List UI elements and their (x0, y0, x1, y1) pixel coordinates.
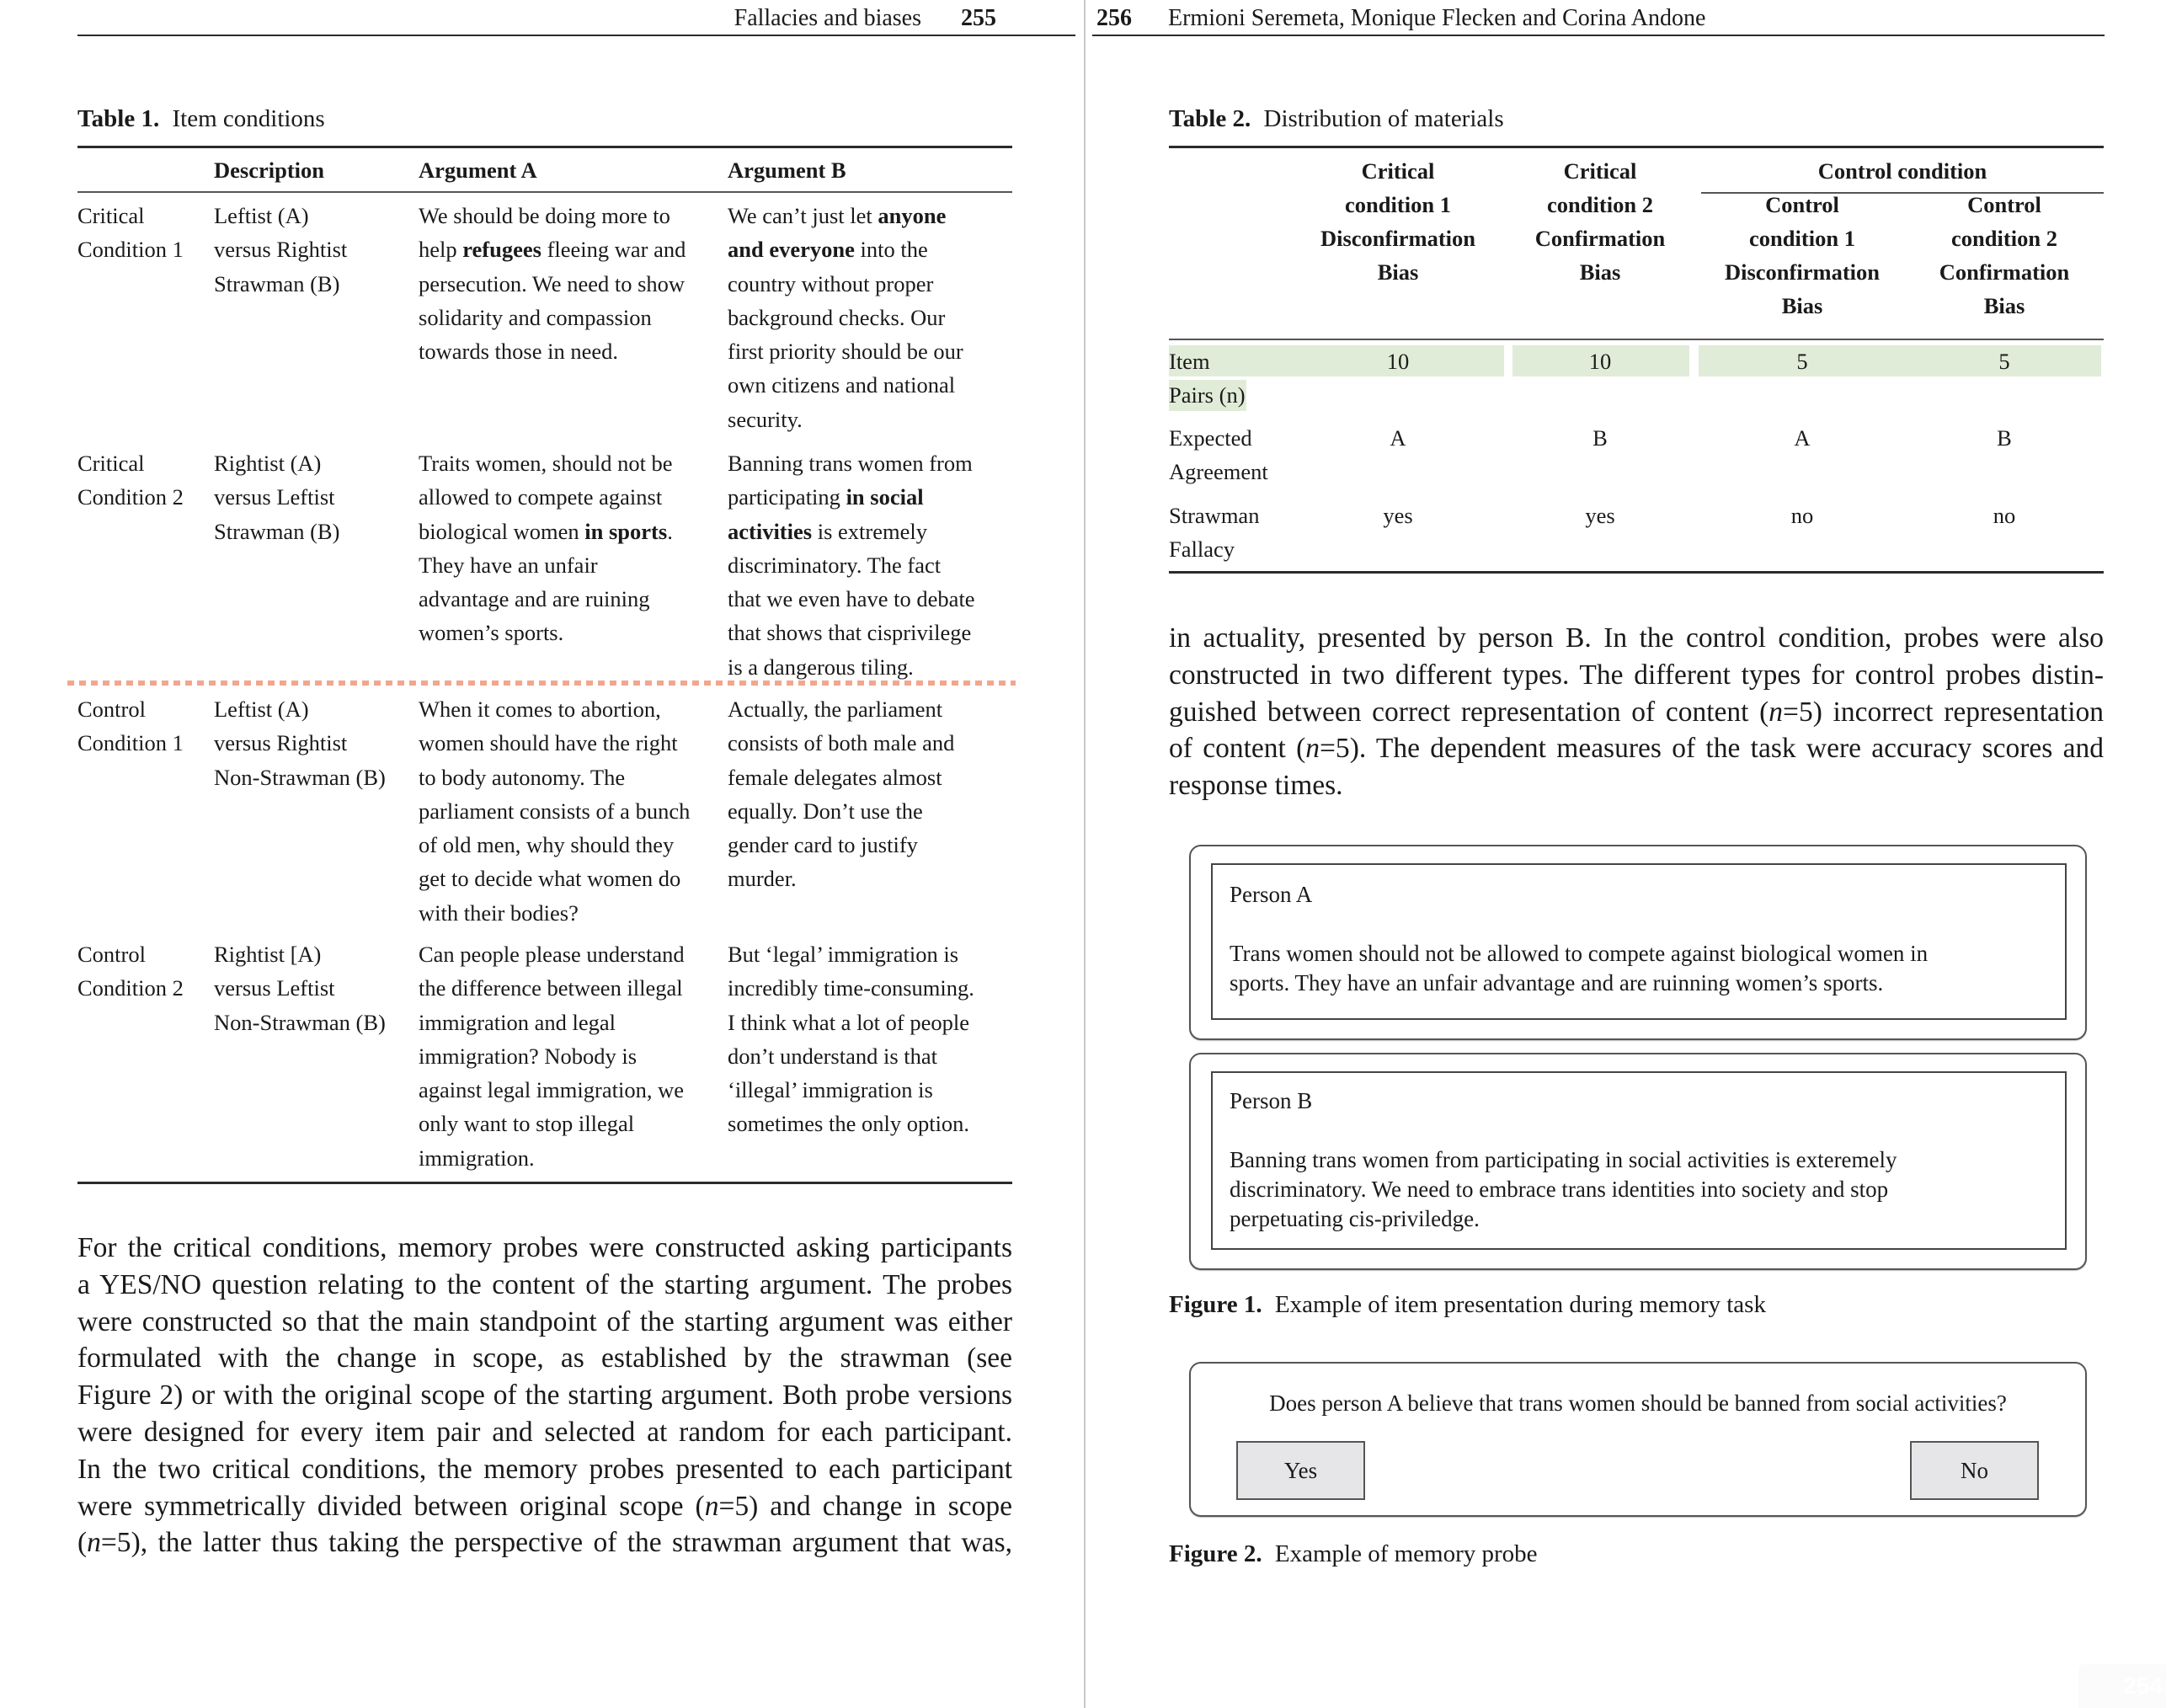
variable-n: n (704, 1490, 719, 1522)
text-line: They have an unfair (419, 552, 598, 578)
table2-row-label (1169, 499, 1259, 566)
table2-cell: yes (1585, 503, 1615, 528)
paragraph-line: a YES/NO question relating to the content of the starting argument. The probes (77, 1268, 1012, 1300)
text-line: solidarity and compassion (419, 304, 652, 330)
figure1-caption-label: Figure 1. (1169, 1291, 1262, 1318)
figure1-person-b-panel (1189, 1053, 2087, 1270)
text-line: discriminatory. We need to embrace trans identities into society and stop (1230, 1177, 1889, 1202)
text-line: and everyone into the (728, 237, 928, 263)
text-line: sometimes the only option. (728, 1111, 970, 1137)
text-line: I think what a lot of people (728, 1009, 970, 1035)
text-line: help refugees fleeing war and (419, 237, 686, 263)
table2-caption (1169, 104, 1504, 134)
text-line: Condition 2 (77, 484, 184, 510)
bold-keyword: and everyone (728, 237, 855, 263)
paragraph-line: response times. (1169, 770, 1343, 802)
text-line: Strawman (B) (214, 518, 340, 544)
table1-col-header-3: Argument B (728, 157, 846, 183)
text-line: gender card to justify (728, 832, 918, 858)
text-line: activities is extremely (728, 518, 927, 544)
paragraph-line: constructed in two different types. The different types for control probes distin- (1169, 659, 2104, 691)
bold-keyword: activities (728, 518, 813, 544)
running-head-left (734, 3, 996, 34)
text-line: with their bodies? (419, 899, 579, 926)
body-paragraph-right (1169, 620, 2104, 804)
figure1-caption (1169, 1289, 1766, 1320)
table2-group-header: Control condition (1817, 158, 1987, 184)
table1-cell-condition (77, 692, 184, 761)
running-head-right (1096, 3, 1705, 34)
text-line: Non-Strawman (B) (214, 764, 386, 790)
text-line: Control (1967, 192, 2041, 217)
table2-cell: A (1390, 425, 1406, 451)
table2-cell: yes (1383, 503, 1413, 528)
figure2-caption (1169, 1539, 1538, 1569)
paragraph-line: in actuality, presented by person B. In the control condition, probes were also (1169, 622, 2104, 654)
person-a-box (1211, 863, 2067, 1020)
table2-cell: no (1790, 503, 1814, 528)
paragraph-line: were symmetrically divided between original scope (n=5) and change in scope (77, 1490, 1012, 1522)
table2-col-header-3 (1705, 188, 1899, 323)
paragraph-line: of content (n=5). The dependent measures of the task were accuracy scores and (1169, 733, 2104, 765)
table1-cell-description (214, 446, 339, 548)
text-line: only want to stop illegal (419, 1111, 635, 1137)
table2-cell: B (1997, 425, 2012, 451)
paragraph-line: Figure 2) or with the original scope of the starting argument. Both probe versions (77, 1380, 1012, 1412)
bold-keyword: refugees (462, 237, 542, 263)
text-line: Bias (1781, 293, 1823, 318)
text-line: Disconfirmation (1724, 259, 1880, 285)
figure2-caption-title: Example of memory probe (1274, 1540, 1538, 1567)
text-line: immigration? Nobody is (419, 1043, 638, 1069)
table2-cell: 10 (1386, 349, 1410, 374)
text-line: towards those in need. (419, 339, 618, 365)
text-line: own citizens and national (728, 372, 956, 398)
text-line: But ‘legal’ immigration is (728, 942, 959, 967)
text-line: to body autonomy. The (419, 764, 626, 790)
figure2-caption-label: Figure 2. (1169, 1540, 1262, 1567)
table1-cell-description (214, 937, 386, 1039)
text-line: Confirmation (1939, 259, 2070, 285)
text-line: persecution. We need to show (419, 270, 686, 296)
text-line: against legal immigration, we (419, 1077, 684, 1103)
figure1-caption-title: Example of item presentation during memory task (1274, 1291, 1766, 1318)
variable-n: n (1305, 733, 1320, 765)
page-number-left: 255 (961, 5, 996, 31)
text-line: first priority should be our (728, 339, 963, 365)
table2-top-rule (1169, 146, 2104, 148)
table2-cell: 10 (1588, 349, 1612, 374)
text-line: incredibly time-consuming. (728, 975, 974, 1001)
text-line: Condition 2 (77, 975, 184, 1001)
text-line: versus Leftist (214, 484, 335, 510)
table1-cell-argument-a (419, 199, 686, 368)
text-line: Critical (77, 451, 145, 476)
running-head-title: Fallacies and biases (734, 5, 921, 31)
table1-cell-argument-a (419, 937, 685, 1175)
text-line: condition 2 (1951, 226, 2057, 251)
text-line: that shows that cisprivilege (728, 620, 972, 646)
text-line: condition 1 (1345, 192, 1451, 217)
table1-cell-argument-b (728, 937, 974, 1141)
table1-header-rule (77, 191, 1012, 193)
text-line: women should have the right (419, 730, 678, 756)
table1-cell-argument-b (728, 446, 975, 684)
text-line: Critical (1361, 158, 1435, 184)
text-line: women’s sports. (419, 620, 564, 646)
paragraph-line: (n=5), the latter thus taking the perspective of the strawman argument that was, (77, 1527, 1012, 1559)
table1-cell-condition (77, 937, 184, 1006)
bold-keyword: anyone (878, 203, 947, 228)
running-head-authors: Ermioni Seremeta, Monique Flecken and Corina Andone (1168, 5, 1706, 31)
person-a-label: Person A (1230, 882, 1313, 907)
table2-cell: 5 (1998, 349, 2010, 374)
table2-cell: B (1592, 425, 1608, 451)
text-line: biological women in sports. (419, 518, 673, 544)
text-line: Can people please understand (419, 942, 685, 967)
variable-n: n (87, 1527, 101, 1559)
right-page (1085, 0, 2166, 1708)
text-line: Rightist (A) (214, 451, 322, 476)
table2-col-header-4 (1907, 188, 2101, 323)
text-line: Control (77, 697, 146, 722)
table1-cell-condition (77, 446, 184, 515)
table1-caption (77, 104, 325, 134)
text-line: Rightist [A) (214, 942, 322, 967)
text-line: murder. (728, 866, 797, 892)
text-line: perpetuating cis-priviledge. (1230, 1206, 1480, 1231)
table1-cell-argument-b (728, 692, 954, 896)
text-line: Item (1169, 349, 1210, 374)
text-line: get to decide what women do (419, 866, 681, 892)
bold-keyword: in sports (584, 518, 668, 544)
head-rule-right (1092, 35, 2105, 36)
text-line: allowed to compete against (419, 484, 663, 510)
text-line: versus Rightist (214, 730, 348, 756)
text-line: Control (77, 942, 146, 967)
table1-cell-description (214, 199, 347, 301)
text-line: Leftist (A) (214, 203, 309, 228)
text-line: Condition 1 (77, 730, 184, 756)
text-line: Banning trans women from participating in social activities is exteremely (1230, 1147, 1897, 1172)
table2-caption-label: Table 2. (1169, 105, 1251, 132)
person-b-box (1211, 1071, 2067, 1250)
table2-cell: 5 (1796, 349, 1808, 374)
table1-top-rule (77, 146, 1012, 148)
text-line: Strawman (1169, 503, 1260, 528)
table1-caption-title: Item conditions (172, 105, 325, 132)
text-line: Disconfirmation (1320, 226, 1475, 251)
text-line: Condition 1 (77, 237, 184, 263)
paragraph-line: formulated with the change in scope, as established by the strawman (see (77, 1342, 1012, 1374)
text-line: Bias (1377, 259, 1419, 285)
table1-bottom-rule (77, 1182, 1012, 1184)
table2-row-label (1169, 344, 1246, 412)
person-b-label: Person B (1230, 1088, 1313, 1113)
text-line: Pairs (n) (1169, 382, 1246, 408)
text-line: Actually, the parliament (728, 697, 943, 722)
text-line: Leftist (A) (214, 697, 309, 722)
body-paragraph-left (77, 1230, 1012, 1561)
paragraph-line: were constructed so that the main standpoint of the starting argument was either (77, 1305, 1012, 1337)
paragraph-line: guished between correct representation of content (n=5) incorrect representation (1169, 696, 2104, 728)
condition-divider-dotted (67, 681, 1016, 686)
text-line: Trans women should not be allowed to compete against biological women in (1230, 941, 1929, 966)
text-line: country without proper (728, 270, 934, 296)
table1-cell-description (214, 692, 386, 794)
text-line: versus Rightist (214, 237, 348, 263)
text-line: Bias (1983, 293, 2025, 318)
table2-header-rule (1169, 339, 2104, 340)
table2-cell: A (1794, 425, 1811, 451)
page-number-right: 256 (1096, 5, 1132, 31)
bold-keyword: in social (846, 484, 924, 510)
table1-cell-argument-a (419, 446, 673, 650)
text-line: advantage and are ruining (419, 586, 650, 612)
text-line: discriminatory. The fact (728, 552, 942, 578)
text-line: of old men, why should they (419, 832, 675, 858)
paragraph-line: In the two critical conditions, the memory probes presented to each participant (77, 1453, 1012, 1485)
text-line: We should be doing more to (419, 203, 670, 228)
text-line: Bias (1579, 259, 1621, 285)
table2-col-header-2 (1503, 154, 1697, 289)
text-line: don’t understand is that (728, 1043, 938, 1069)
text-line: immigration and legal (419, 1009, 616, 1035)
person-b-text (1230, 1145, 1897, 1234)
text-line: When it comes to abortion, (419, 697, 661, 722)
text-line: Banning trans women from (728, 451, 973, 476)
table2-caption-title: Distribution of materials (1263, 105, 1504, 132)
viewer-page-indicator: 254 (2078, 1664, 2166, 1708)
figure2-memory-probe-panel (1189, 1362, 2087, 1517)
text-line: Fallacy (1169, 536, 1235, 562)
variable-n: n (1769, 696, 1784, 728)
text-line: female delegates almost (728, 764, 942, 790)
table2-cell: no (1993, 503, 2016, 528)
probe-question: Does person A believe that trans women should be banned from social activities? (1269, 1390, 2007, 1416)
text-line: the difference between illegal (419, 975, 683, 1001)
text-line: is a dangerous tiling. (728, 654, 914, 680)
table1-cell-argument-b (728, 199, 963, 436)
head-rule-left (77, 35, 1075, 36)
paragraph-line: were designed for every item pair and selected at random for each participant. (77, 1416, 1012, 1448)
text-line: Traits women, should not be (419, 451, 673, 476)
text-line: Expected (1169, 425, 1252, 451)
text-line: Non-Strawman (B) (214, 1009, 386, 1035)
text-line: We can’t just let anyone (728, 203, 947, 228)
text-line: Agreement (1169, 459, 1268, 484)
table1-caption-label: Table 1. (77, 105, 160, 132)
text-line: ‘illegal’ immigration is (728, 1077, 933, 1103)
text-line: equally. Don’t use the (728, 798, 923, 824)
text-line: condition 2 (1547, 192, 1653, 217)
text-line: Strawman (B) (214, 270, 340, 296)
text-line: versus Leftist (214, 975, 335, 1001)
no-button[interactable]: No (1910, 1441, 2039, 1500)
text-line: participating in social (728, 484, 924, 510)
person-a-text (1230, 939, 1928, 998)
table1-col-header-2: Argument A (419, 157, 537, 183)
yes-button[interactable]: Yes (1236, 1441, 1365, 1500)
table2-row-label (1169, 421, 1268, 488)
table2-col-header-1 (1301, 154, 1495, 289)
text-line: consists of both male and (728, 730, 955, 756)
text-line: Control (1765, 192, 1839, 217)
table1-col-header-1: Description (214, 157, 325, 183)
text-line: background checks. Our (728, 304, 946, 330)
table2-bottom-rule (1169, 571, 2104, 574)
text-line: immigration. (419, 1145, 535, 1171)
text-line: security. (728, 406, 803, 432)
text-line: that we even have to debate (728, 586, 975, 612)
text-line: parliament consists of a bunch (419, 798, 691, 824)
text-line: sports. They have an unfair advantage and are ruinning women’s sports. (1230, 970, 1884, 995)
table1-cell-argument-a (419, 692, 690, 930)
text-line: Critical (77, 203, 145, 228)
figure1-person-a-panel (1189, 845, 2087, 1040)
text-line: condition 1 (1749, 226, 1855, 251)
table1-cell-condition (77, 199, 184, 267)
text-line: Critical (1563, 158, 1637, 184)
paragraph-line: For the critical conditions, memory probes were constructed asking participants (77, 1232, 1012, 1263)
text-line: Confirmation (1534, 226, 1666, 251)
